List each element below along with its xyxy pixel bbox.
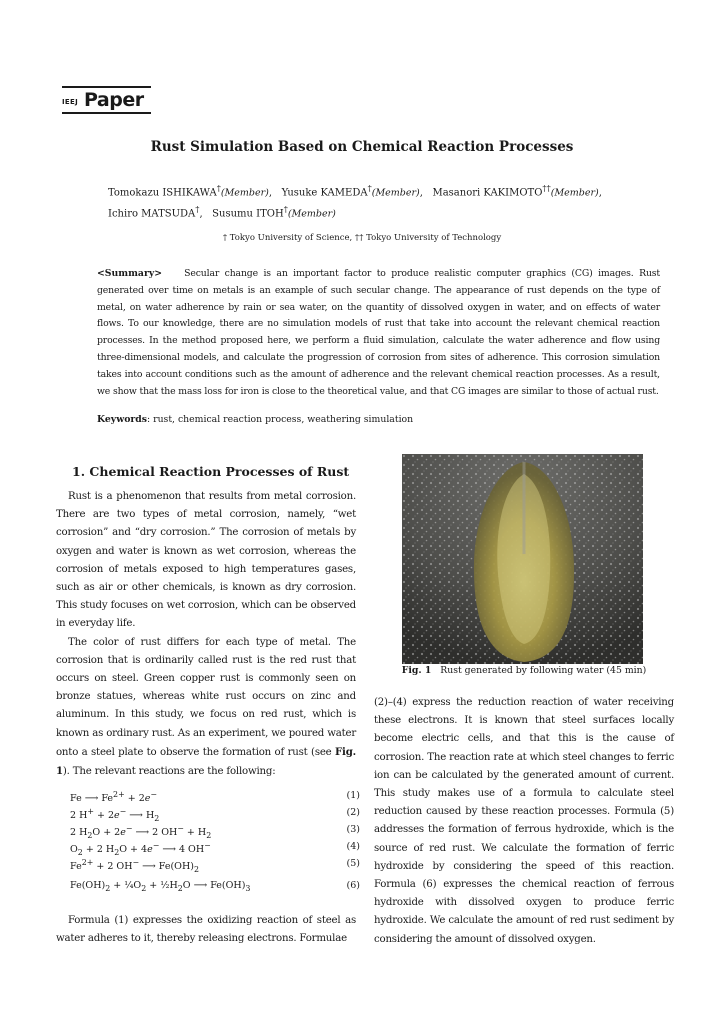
paragraph: Formula (1) expresses the oxidizing reaction of steel as water adheres to it, thereby releasing electrons. Formulae bbox=[56, 915, 356, 945]
author-name: Masanori KAKIMOTO bbox=[432, 187, 543, 199]
paper-type-label: Paper bbox=[83, 89, 144, 111]
equation-number: (5) bbox=[346, 858, 360, 869]
figure-label: Fig. 1 bbox=[401, 665, 432, 676]
journal-badge bbox=[62, 86, 151, 114]
equation-number: (4) bbox=[346, 841, 360, 852]
left-column-continued bbox=[56, 912, 356, 948]
author-line-2: Ichiro MATSUDA†, Susumu ITOH†(Member) bbox=[108, 204, 336, 220]
author-name: Ichiro MATSUDA bbox=[108, 208, 196, 220]
author-name: Tomokazu ISHIKAWA bbox=[108, 187, 217, 199]
figure-rust-photo bbox=[402, 454, 643, 664]
paper-title: Rust Simulation Based on Chemical Reaction Processes bbox=[150, 139, 574, 155]
abstract bbox=[97, 266, 660, 400]
author-list bbox=[108, 180, 628, 223]
equation-5: $Fe^{2+} + 2$ OH− ⟶ $Fe(OH)_2$ (5) bbox=[70, 858, 360, 875]
author-name: Yusuke KAMEDA bbox=[281, 187, 368, 199]
figure-caption-text: Rust generated by following water (45 min) bbox=[440, 665, 647, 676]
keywords bbox=[97, 414, 660, 425]
equation-1: Fe ⟶ $Fe^{2+} + 2e^-$ (1) bbox=[70, 790, 360, 805]
section-heading: 1. Chemical Reaction Processes of Rust bbox=[72, 464, 350, 479]
figure-reference: Fig. 1 bbox=[56, 745, 356, 778]
paragraph: Rust is a phenomenon that results from metal corrosion. There are two types of metal corrosion, namely, “wet corrosion” and “dry corrosion.” The corrosion of metals by oxygen and water is known as wet corrosion, whereas the corrosion of metals exposed to high temperatures gases, such as air or other chemicals, is known as dry corrosion. This study focuses on wet corrosion, which can be observed in everyday life. bbox=[56, 491, 356, 630]
affiliations: † Tokyo University of Science, †† Tokyo University of Technology bbox=[222, 233, 502, 243]
paragraph: (2)–(4) express the reduction reaction of water receiving these electrons. It is known that steel surfaces locally become electric cells, and that this is the cause of corrosion. The reaction rate at which steel changes to ferric ion can be calculated by the generated amount of current. This study makes use of a formula to calculate steel reduction caused by these reaction processes. Formula (5) addresses the formation of ferrous hydroxide, which is the source of red rust. We calculate the formation of ferric hydroxide by considering the speed of this reaction. Formula (6) expresses the chemical reaction of ferrous hydroxide with dissolved oxygen to produce ferric hydroxide. We calculate the amount of red rust sediment by considering the amount of dissolved oxygen. bbox=[374, 697, 674, 945]
figure-caption bbox=[374, 665, 674, 676]
left-column bbox=[56, 488, 356, 781]
equation-number: (1) bbox=[346, 790, 360, 801]
equation-2: 2 H+ + 2e− ⟶ $H_2$ (2) bbox=[70, 807, 360, 824]
equation-number: (3) bbox=[346, 824, 360, 835]
equation-6: $Fe(OH)_2$ + $\frac{1}{4}O_2$ + $\frac{1}{2}H_2O$ ⟶ $Fe(OH)_3$ (6) bbox=[70, 880, 360, 893]
abstract-text: Secular change is an important factor to produce realistic computer graphics (CG) images. Rust generated over time on metals is an example of such secular change. The appearance of rust depends on the type of metal, on water adherence by rain or sea water, on the quantity of dissolved oxygen in water, and on effects of water flows. To our knowledge, there are no simulation models of rust that take into account the relevant chemical reaction processes. In the method proposed here, we perform a fluid simulation, calculate the water adherence and flow using three-dimensional models, and calculate the progression of corrosion from sites of adherence. This corrosion simulation takes into account conditions such as the amount of adherence and the relevant chemical reaction processes. As a result, we show that the mass loss for iron is close to the theoretical value, and that CG images are similar to those of actual rust. bbox=[97, 268, 660, 397]
paragraph: The color of rust differs for each type of metal. The corrosion that is ordinarily called rust is the red rust that occurs on steel. Green copper rust is commonly seen on bronze statues, whereas white rust occurs on zinc and aluminum. In this study, we focus on red rust, which is known as ordinary rust. As an experiment, we poured water onto a steel plate to observe the formation of rust (see Fig. 1). The relevant reactions are the following: bbox=[56, 636, 356, 778]
keywords-text: : rust, chemical reaction process, weathering simulation bbox=[147, 414, 414, 425]
abstract-label: <Summary> bbox=[97, 268, 163, 279]
badge-bottom-rule bbox=[62, 112, 151, 114]
equation-number: (6) bbox=[346, 880, 360, 891]
journal-org: IEEJ bbox=[62, 98, 78, 106]
equation-number: (2) bbox=[346, 807, 360, 818]
right-column bbox=[374, 694, 674, 949]
keywords-label: Keywords bbox=[97, 414, 148, 425]
equation-3: 2 $H_2O + 2e^-$ ⟶ 2 $OH^- + H_2$ (3) bbox=[70, 824, 360, 841]
equation-4: $O_2 + 2$ $H_2O + 4e^-$ ⟶ 4 OH− (4) bbox=[70, 841, 360, 858]
author-line-1: Tomokazu ISHIKAWA†(Member), Yusuke KAMEDA†(Member), Masanori KAKIMOTO††(Member), bbox=[108, 183, 602, 199]
author-name: Susumu ITOH bbox=[212, 208, 284, 220]
